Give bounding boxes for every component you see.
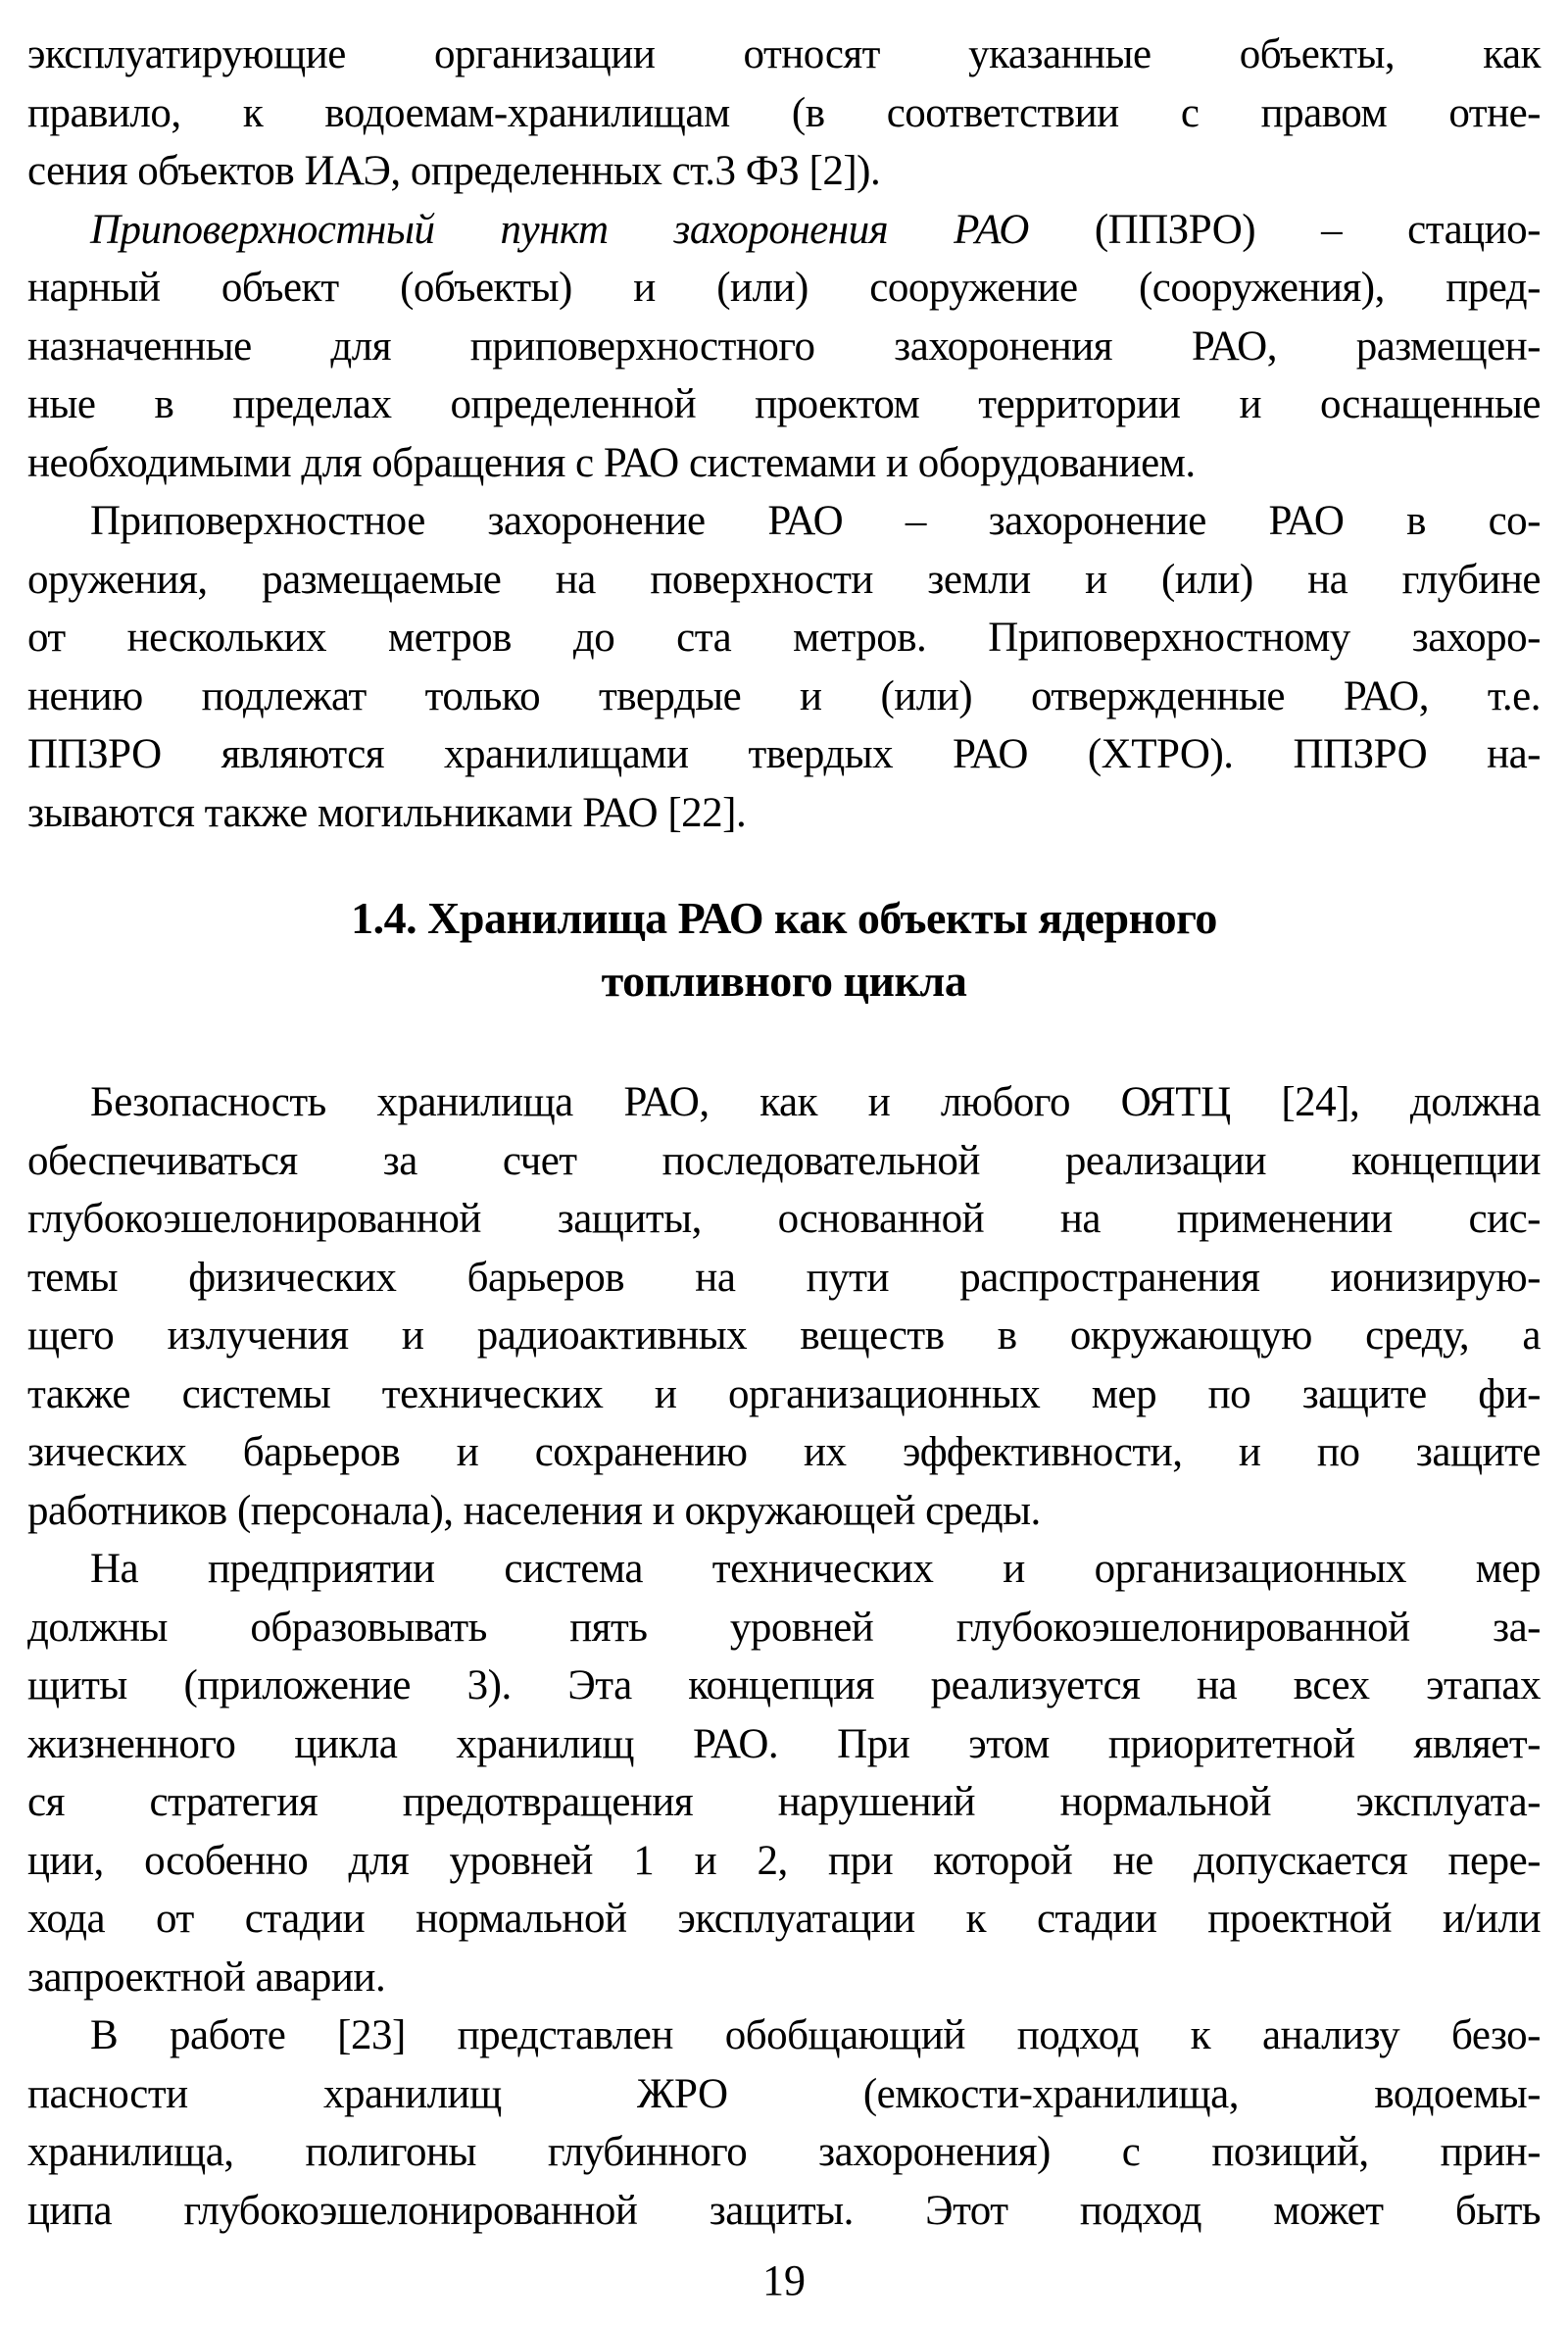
paragraph xyxy=(27,1540,1541,2006)
text-line: ципа глубокоэшелонированной защиты. Этот подход может быть xyxy=(27,2187,1541,2234)
text-line: нарный объект (объекты) и (или) сооружение (сооружения), пред- xyxy=(27,265,1541,311)
text-line: сения объектов ИАЭ, определенных ст.3 ФЗ [2]). xyxy=(27,148,881,194)
text-line: назначенные для приповерхностного захоронения РАО, размещен- xyxy=(27,322,1541,370)
text-span: (ППЗРО) – стацио- xyxy=(1028,206,1541,253)
text-line: темы физических барьеров на пути распространения ионизирую- xyxy=(27,1254,1541,1301)
text-line: жизненного цикла хранилищ РАО. При этом приоритетной являет- xyxy=(27,1720,1541,1767)
page-number: 19 xyxy=(762,2256,806,2304)
paragraph xyxy=(27,1073,1541,1540)
paragraph xyxy=(27,2006,1541,2240)
text-line: На предприятии система технических и организационных мер xyxy=(90,1546,1541,1592)
text-line: Приповерхностное захоронение РАО – захоронение РАО в со- xyxy=(90,498,1541,544)
text-line: хранилища, полигоны глубинного захоронения) с позиций, прин- xyxy=(27,2129,1541,2175)
text-line: глубокоэшелонированной защиты, основанной на применении сис- xyxy=(27,1196,1541,1242)
text-line: ции, особенно для уровней 1 и 2, при которой не допускается пере- xyxy=(27,1837,1541,1884)
text-line: правило, к водоемам-хранилищам (в соответствии с правом отне- xyxy=(27,89,1541,136)
paragraph xyxy=(27,492,1541,842)
text-line: обеспечиваться за счет последовательной реализации концепции xyxy=(27,1137,1541,1184)
text-line: ные в пределах определенной проектом территории и оснащенные xyxy=(27,381,1541,427)
text-line: пасности хранилищ ЖРО (емкости-хранилища, водоемы- xyxy=(27,2070,1541,2117)
text-line: запроектной аварии. xyxy=(27,1954,386,2001)
term-italic: Приповерхностный пункт захоронения РАО xyxy=(90,206,1029,253)
text-line: также системы технических и организационных мер по защите фи- xyxy=(27,1370,1541,1417)
text-line: щего излучения и радиоактивных веществ в окружающую среду, а xyxy=(27,1312,1541,1359)
text-line: зических барьеров и сохранению их эффективности, и по защите xyxy=(27,1429,1541,1475)
text-line: эксплуатирующие организации относят указанные объекты, как xyxy=(27,31,1541,77)
text-line: В работе [23] представлен обобщающий подход к анализу безо- xyxy=(90,2012,1541,2058)
paragraph xyxy=(27,25,1541,201)
text-line: ППЗРО являются хранилищами твердых РАО (ХТРО). ППЗРО на- xyxy=(27,731,1541,777)
text-line: оружения, размещаемые на поверхности земли и (или) на глубине xyxy=(27,556,1541,603)
text-line: ся стратегия предотвращения нарушений нормальной эксплуата- xyxy=(27,1779,1541,1825)
text-line: щиты (приложение 3). Эта концепция реализуется на всех этапах xyxy=(27,1662,1541,1708)
text-line: необходимыми для обращения с РАО системами и оборудованием. xyxy=(27,439,1196,486)
text-line: Безопасность хранилища РАО, как и любого ОЯТЦ [24], должна xyxy=(90,1079,1541,1125)
text-line: должны образовывать пять уровней глубокоэшелонированной за- xyxy=(27,1604,1541,1651)
text-line: зываются также могильниками РАО [22]. xyxy=(27,789,747,836)
text-line xyxy=(27,201,1541,260)
paragraph xyxy=(27,201,1541,493)
section-heading-line: топливного цикла xyxy=(601,956,967,1006)
section-heading xyxy=(27,887,1541,1013)
text-line: от нескольких метров до ста метров. Приповерхностному захоро- xyxy=(27,615,1541,661)
text-line: работников (персонала), населения и окружающей среды. xyxy=(27,1487,1041,1534)
section-heading-line: 1.4. Хранилища РАО как объекты ядерного xyxy=(351,893,1217,943)
text-line: хода от стадии нормальной эксплуатации к стадии проектной и/или xyxy=(27,1896,1541,1942)
text-line: нению подлежат только твердые и (или) отвержденные РАО, т.е. xyxy=(27,672,1541,719)
